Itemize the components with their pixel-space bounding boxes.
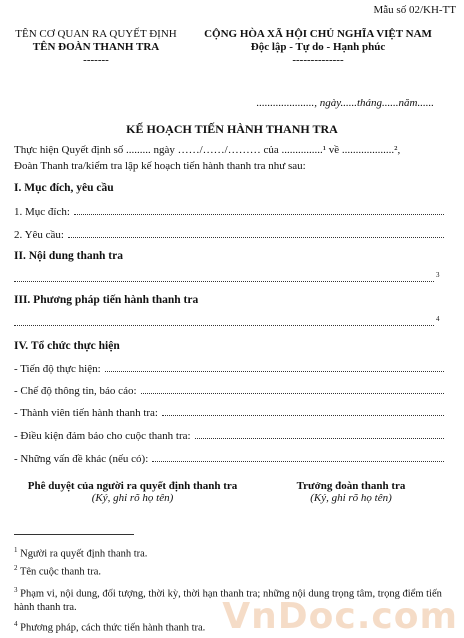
footnote-separator: [14, 534, 134, 535]
section-2-heading: II. Nội dung thanh tra: [14, 250, 123, 262]
header-right-dashes: --------------: [292, 54, 344, 66]
vndoc-watermark: VnDoc.com: [222, 596, 458, 637]
approver-signature-block: [10, 480, 255, 504]
method-fill-line[interactable]: [14, 325, 434, 326]
dotted-fill: [68, 228, 444, 238]
motto: Độc lập - Tự do - Hạnh phúc: [250, 41, 386, 53]
dotted-fill: [74, 205, 444, 215]
dotted-fill: [105, 362, 444, 372]
dotted-fill: [152, 452, 444, 462]
dotted-fill: [141, 384, 444, 394]
agency-name: TÊN CƠ QUAN RA QUYẾT ĐỊNH: [15, 28, 177, 40]
footnote-number: 2: [14, 564, 18, 572]
other-issues-field[interactable]: [14, 452, 444, 465]
footnote-1: [14, 544, 454, 561]
team-leader-sign-note: (Ký, ghi rõ họ tên): [310, 492, 392, 504]
footnote-number: 1: [14, 546, 18, 554]
requirement-field[interactable]: [14, 228, 444, 241]
reporting-label: - Chế độ thông tin, báo cáo:: [14, 385, 137, 397]
team-leader-signature-block: [266, 480, 436, 504]
footnote-2: [14, 562, 454, 579]
dotted-fill: [162, 406, 444, 416]
header-left: [12, 28, 180, 67]
dotted-fill: [195, 429, 444, 439]
content-fill-line[interactable]: [14, 281, 434, 282]
conditions-label: - Điều kiện đảm bảo cho cuộc thanh tra:: [14, 430, 191, 442]
members-label: - Thành viên tiến hành thanh tra:: [14, 407, 158, 419]
date-line: ....................., ngày......tháng......năm......: [256, 97, 434, 109]
purpose-label: 1. Mục đích:: [14, 206, 70, 218]
footnote-number: 3: [14, 586, 18, 594]
approver-title: Phê duyệt của người ra quyết định thanh tra: [27, 480, 238, 492]
footnote-ref-4: 4: [436, 315, 440, 323]
team-leader-title: Trưởng đoàn thanh tra: [296, 480, 406, 492]
schedule-label: - Tiến độ thực hiện:: [14, 363, 101, 375]
team-name: TÊN ĐOÀN THANH TRA: [32, 41, 160, 53]
header-right: [172, 28, 464, 67]
footnote-number: 4: [14, 620, 18, 628]
header-left-dashes: -------: [83, 54, 109, 66]
footnote-text: Phạm vi, nội dung, đối tượng, thời kỳ, thời hạn thanh tra; những nội dung trọng tâm, trọng điểm tiến hành thanh tra.: [14, 588, 442, 613]
footnote-ref-3: 3: [436, 271, 440, 279]
form-number: Mẫu số 02/KH-TT: [373, 4, 456, 16]
section-4-heading: IV. Tổ chức thực hiện: [14, 340, 120, 352]
purpose-field[interactable]: [14, 205, 444, 218]
requirement-label: 2. Yêu cầu:: [14, 229, 64, 241]
section-1-heading: I. Mục đích, yêu cầu: [14, 182, 114, 194]
footnote-text: Người ra quyết định thanh tra.: [20, 548, 148, 560]
intro-line-1: Thực hiện Quyết định số ......... ngày ……/……/……… của ...............¹ về ...................²,: [14, 144, 401, 156]
approver-sign-note: (Ký, ghi rõ họ tên): [91, 492, 174, 504]
intro-line-2: Đoàn Thanh tra/kiểm tra lập kế hoạch tiến hành thanh tra như sau:: [14, 160, 306, 172]
members-field[interactable]: [14, 406, 444, 419]
reporting-field[interactable]: [14, 384, 444, 397]
other-issues-label: - Những vấn đề khác (nếu có):: [14, 453, 149, 465]
intro-paragraph: [14, 142, 450, 174]
footnote-text: Tên cuộc thanh tra.: [19, 566, 101, 578]
section-3-heading: III. Phương pháp tiến hành thanh tra: [14, 294, 199, 306]
document-title: KẾ HOẠCH TIẾN HÀNH THANH TRA: [126, 122, 338, 136]
schedule-field[interactable]: [14, 362, 444, 375]
conditions-field[interactable]: [14, 429, 444, 442]
nation-name: CỘNG HÒA XÃ HỘI CHỦ NGHĨA VIỆT NAM: [204, 28, 432, 40]
footnote-text: Phương pháp, cách thức tiến hành thanh tra.: [20, 622, 206, 634]
